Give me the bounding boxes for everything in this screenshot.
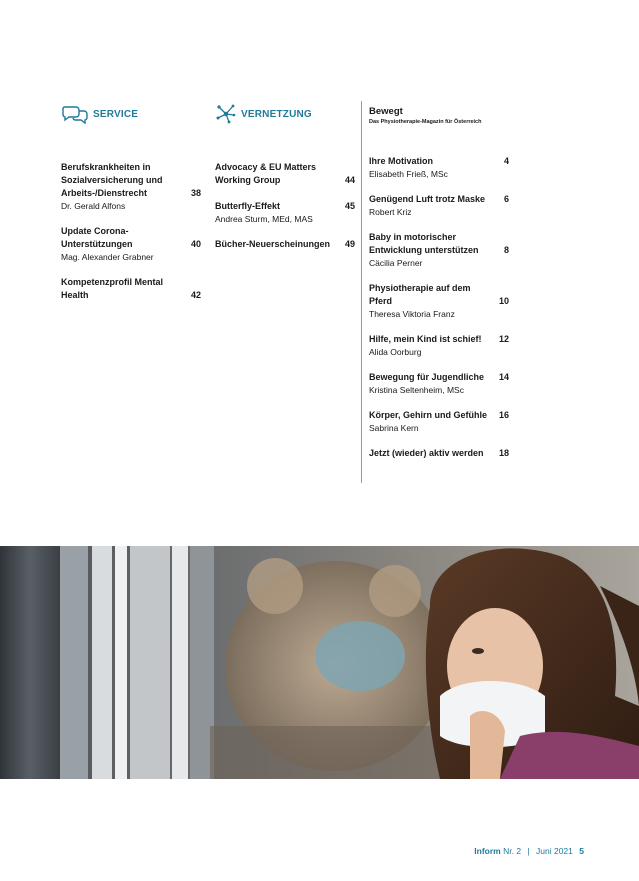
toc-entry-title: Baby in motorischer Entwicklung unterstützen	[369, 232, 479, 255]
footer-magazine: Inform	[474, 846, 501, 856]
toc-entry[interactable]	[61, 276, 201, 302]
toc-entry-author: Robert Kriz	[369, 207, 412, 217]
toc-entry-title: Butterfly-Effekt	[215, 201, 281, 211]
toc-entry-title: Ihre Motivation	[369, 156, 434, 166]
toc-entry-author: Theresa Viktoria Franz	[369, 309, 455, 319]
service-header	[61, 100, 201, 128]
vernetzung-heading: VERNETZUNG	[241, 108, 312, 120]
toc-entry[interactable]	[61, 161, 201, 212]
vernetzung-entry-list	[215, 161, 355, 251]
footer-date: Juni 2021	[536, 846, 573, 856]
network-icon	[215, 103, 237, 125]
toc-entry-title: Advocacy & EU Matters Working Group	[215, 162, 317, 185]
toc-entry[interactable]	[215, 200, 355, 225]
page-footer	[474, 846, 584, 856]
toc-entry-author: Cäcilia Perner	[369, 258, 423, 268]
toc-entry-title: Genügend Luft trotz Maske	[369, 194, 486, 204]
toc-page-number: 6	[503, 194, 509, 204]
toc-page-number: 44	[344, 175, 355, 185]
toc-entry-title: Update Corona-Unterstützungen	[61, 226, 133, 249]
cover-photo	[0, 546, 639, 779]
toc-entry-author: Kristina Seltenheim, MSc	[369, 385, 464, 395]
photo-girl-with-mask-illustration	[0, 546, 639, 779]
toc-entry-author: Dr. Gerald Alfons	[61, 201, 126, 211]
toc-entry-title: Jetzt (wieder) aktiv werden	[369, 448, 484, 458]
bewegt-column	[369, 106, 509, 473]
vernetzung-column	[215, 100, 355, 264]
toc-entry-author: Sabrina Kern	[369, 423, 419, 433]
column-divider	[361, 101, 362, 483]
toc-page-number: 38	[190, 188, 201, 198]
service-entry-list	[61, 161, 201, 302]
toc-entry-author: Mag. Alexander Grabner	[61, 252, 154, 262]
toc-page-number: 18	[498, 448, 509, 458]
bewegt-entry-list	[369, 155, 509, 460]
toc-entry-author: Andrea Sturm, MEd, MAS	[215, 214, 313, 224]
bewegt-subtitle: Das Physiotherapie-Magazin für Österreich	[369, 119, 482, 125]
footer-separator: |	[527, 846, 530, 856]
service-column	[61, 100, 201, 315]
toc-page-number: 16	[498, 410, 509, 420]
toc-entry[interactable]	[215, 161, 355, 187]
toc-page-number: 49	[344, 239, 355, 249]
toc-page-number: 8	[503, 245, 509, 255]
toc-entry-title: Berufskrankheiten in Sozialversicherung und Arbeits-/Dienstrecht	[61, 162, 163, 198]
toc-entry[interactable]	[215, 238, 355, 251]
toc-entry[interactable]	[61, 225, 201, 263]
toc-entry[interactable]	[369, 193, 509, 218]
toc-page-number: 45	[344, 201, 355, 211]
toc-page-number: 14	[498, 372, 509, 382]
toc-page-number: 42	[190, 290, 201, 300]
bewegt-title: Bewegt	[369, 106, 403, 117]
toc-entry-title: Bewegung für Jugendliche	[369, 372, 485, 382]
footer-issue: Nr. 2	[503, 846, 522, 856]
toc-entry-title: Körper, Gehirn und Gefühle	[369, 410, 488, 420]
toc-entry[interactable]	[369, 447, 509, 460]
toc-entry[interactable]	[369, 231, 509, 269]
speech-bubbles-icon	[61, 104, 89, 124]
toc-entry[interactable]	[369, 155, 509, 180]
toc-entry-title: Hilfe, mein Kind ist schief!	[369, 334, 482, 344]
toc-entry[interactable]	[369, 409, 509, 434]
toc-entry[interactable]	[369, 371, 509, 396]
toc-entry-author: Elisabeth Frieß, MSc	[369, 169, 448, 179]
toc-entry[interactable]	[369, 333, 509, 358]
toc-entry-title: Physiotherapie auf dem Pferd	[369, 283, 471, 306]
toc-page-number: 12	[498, 334, 509, 344]
vernetzung-header	[215, 100, 355, 128]
toc-entry-author: Alida Oorburg	[369, 347, 422, 357]
footer-page-number: 5	[579, 846, 584, 856]
toc-entry-title: Bücher-Neuerscheinungen	[215, 239, 331, 249]
toc-entry-title: Kompetenzprofil Mental Health	[61, 277, 164, 300]
toc-page-number: 4	[503, 156, 509, 166]
service-heading: SERVICE	[93, 108, 139, 120]
toc-entry[interactable]	[369, 282, 509, 320]
toc-page-number: 10	[498, 296, 509, 306]
toc-page-number: 40	[190, 239, 201, 249]
